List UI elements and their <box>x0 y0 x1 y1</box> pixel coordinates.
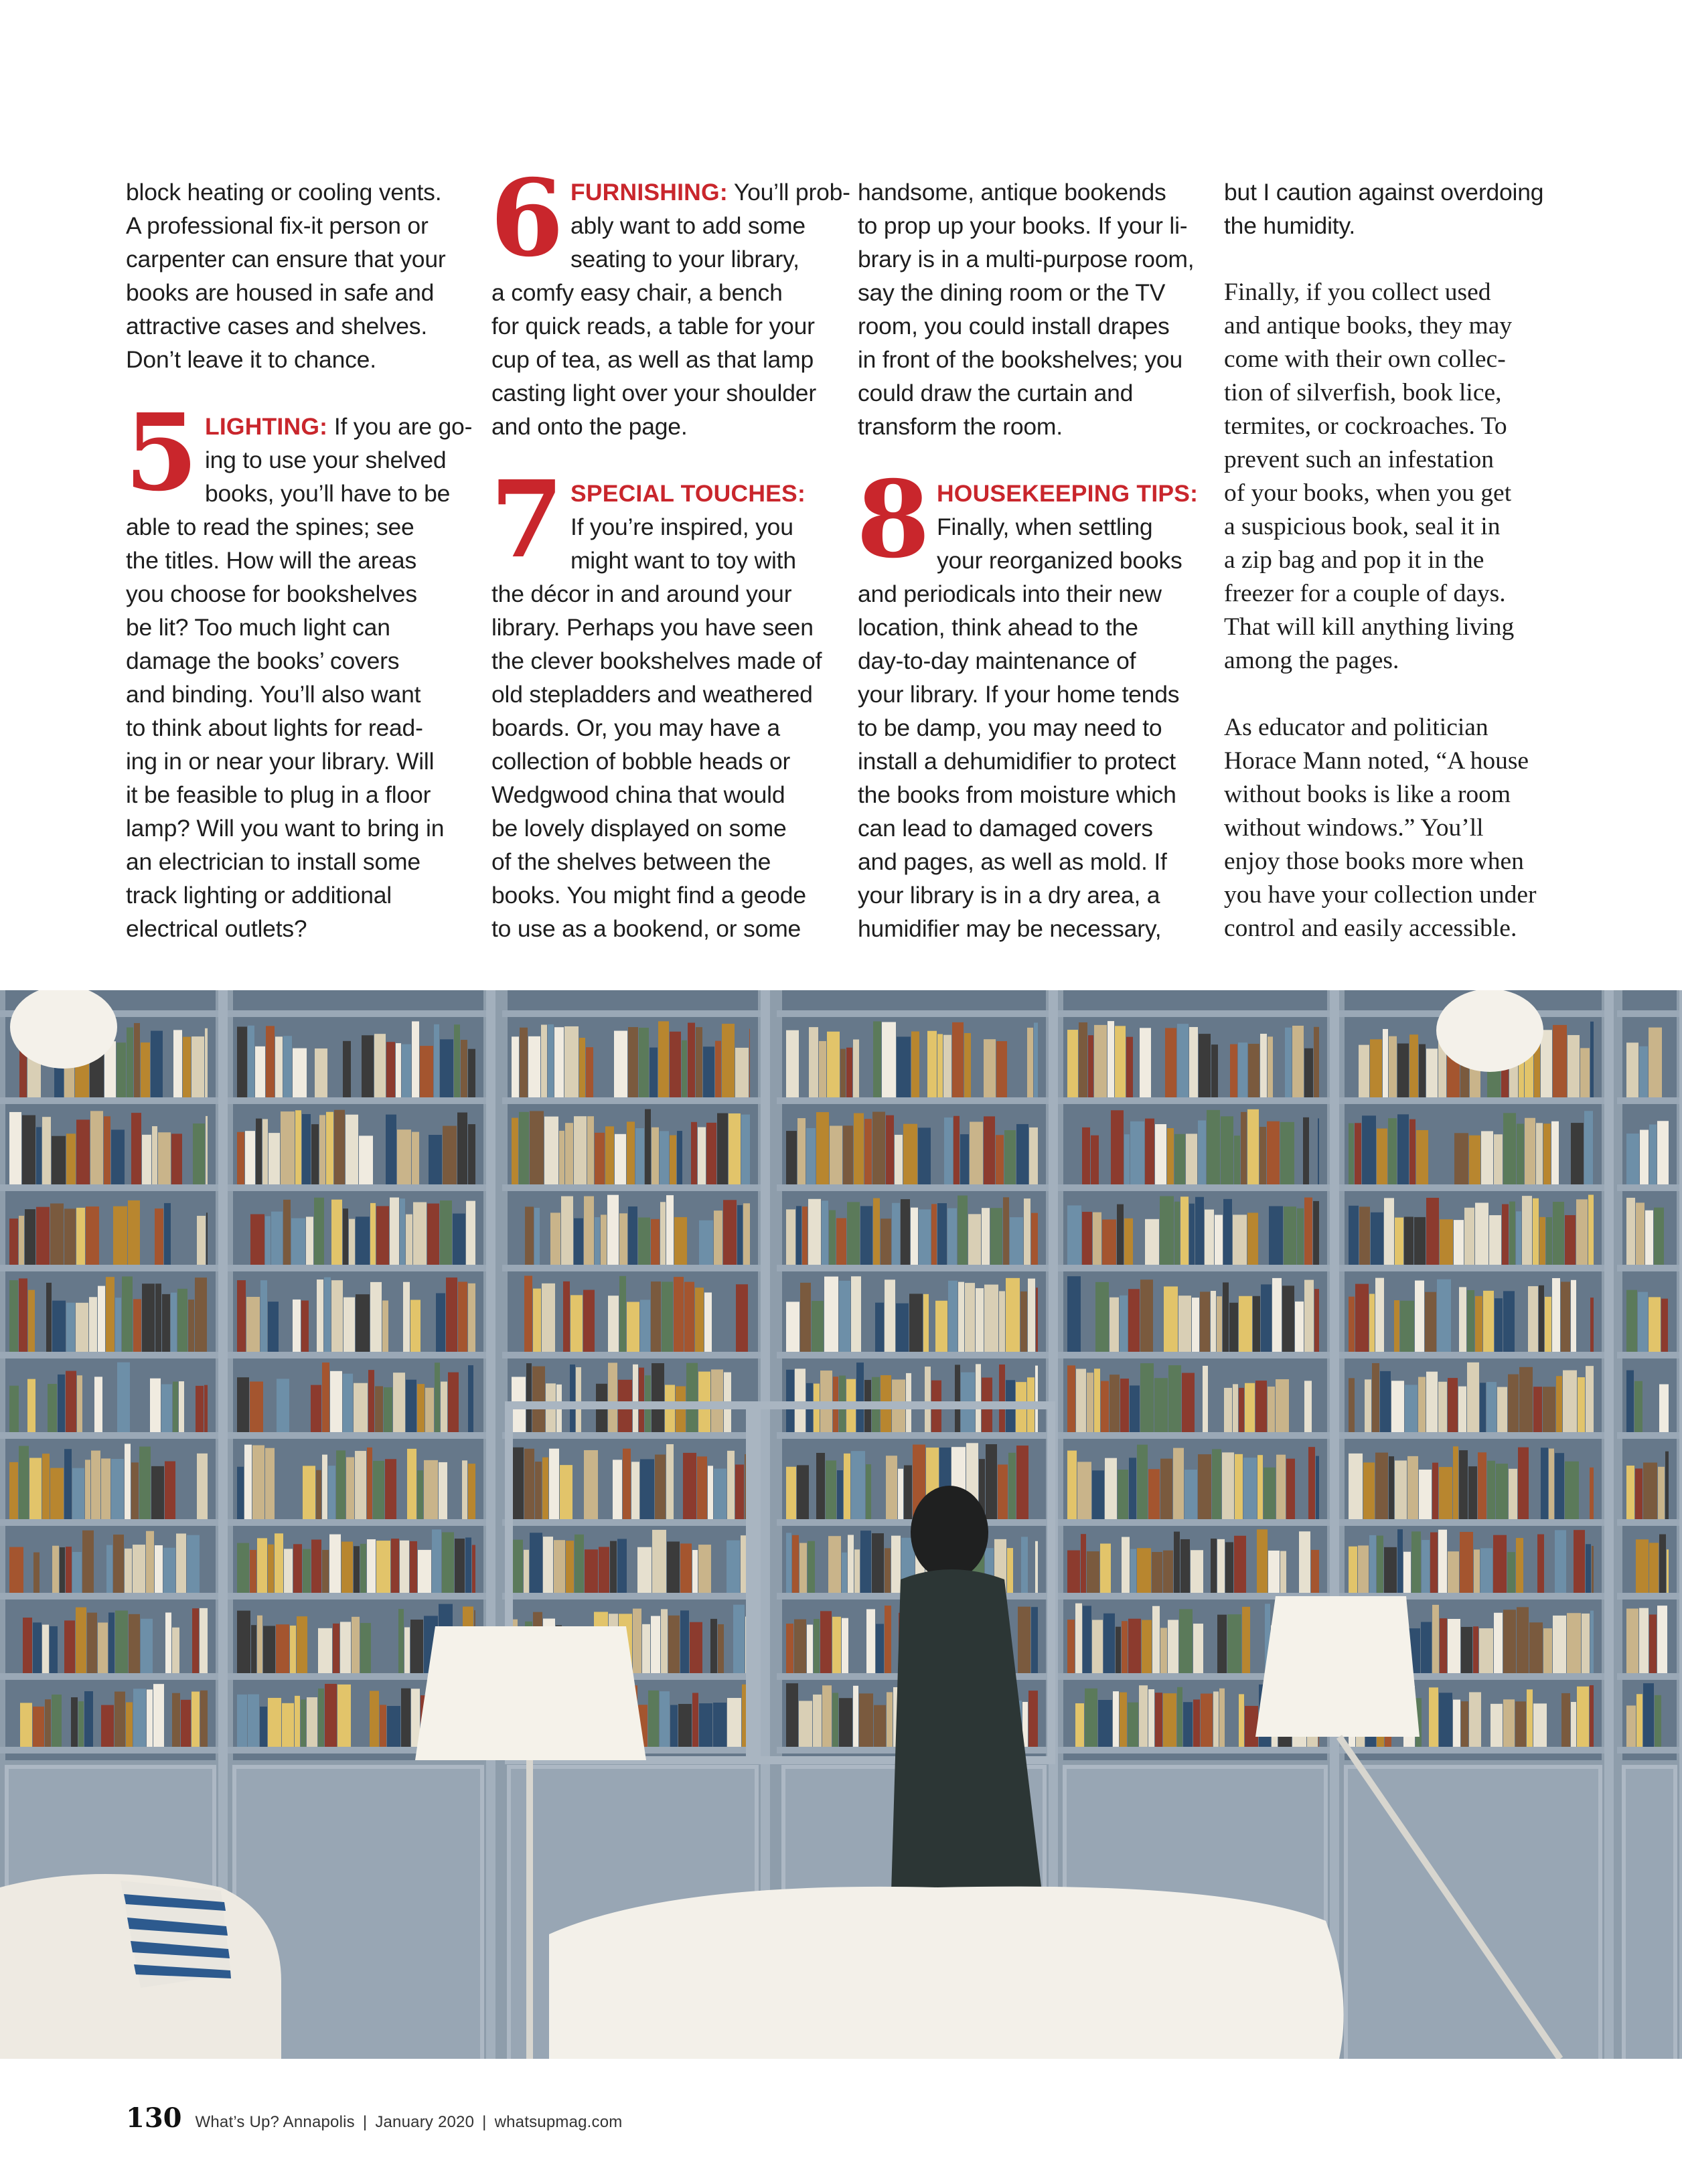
text-line: block heating or cooling vents. <box>126 179 442 206</box>
text-line: books, you’ll have to be <box>204 480 451 507</box>
tip-5-lighting <box>125 391 473 945</box>
text-line: and antique books, they may <box>1224 312 1513 339</box>
closing-paragraph <box>1224 711 1599 945</box>
text-line: able to read the spines; see <box>126 514 414 540</box>
text-line: ing to use your shelved <box>204 447 447 473</box>
text-line: a comfy easy chair, a bench <box>491 279 783 306</box>
issue-date: January 2020 <box>375 2113 475 2131</box>
text-line: books. You might find a geode <box>491 882 806 909</box>
article-column-2 <box>490 157 850 945</box>
text-line: library. Perhaps you have seen <box>491 614 814 641</box>
text-line: room, you could install drapes <box>858 313 1170 339</box>
text-line: casting light over your shoulder <box>491 380 816 406</box>
text-line: install a dehumidifier to protect <box>858 748 1176 775</box>
text-line: your library is in a dry area, a <box>858 882 1160 909</box>
tip-6-furnishing <box>490 157 850 443</box>
publication-name: What’s Up? Annapolis <box>195 2113 355 2131</box>
tip-7-special-touches <box>490 458 828 945</box>
section-heading: SPECIAL TOUCHES: <box>570 480 806 507</box>
ceiling-globe-lamp <box>1436 990 1543 1072</box>
text-line: boards. Or, you may have a <box>491 714 780 741</box>
text-line: might want to toy with <box>570 547 796 574</box>
website[interactable]: whatsupmag.com <box>494 2113 623 2131</box>
footer-credits <box>196 2113 623 2132</box>
page-number: 130 <box>126 2102 182 2134</box>
text-line: to prop up your books. If your li- <box>858 212 1188 239</box>
text-line: Finally, if you collect used <box>1224 279 1491 306</box>
intro-paragraph <box>858 175 1194 443</box>
text-line: of your books, when you get <box>1224 479 1512 507</box>
library-bookshelf-photo <box>0 990 1682 2059</box>
text-line: and periodicals into their new <box>858 580 1162 607</box>
text-line: As educator and politician <box>1224 714 1488 741</box>
white-sofa <box>0 1874 1344 2059</box>
intro-paragraph <box>1224 175 1599 242</box>
text-line: you choose for bookshelves <box>126 580 417 607</box>
text-line: a suspicious book, seal it in <box>1224 513 1501 540</box>
text-line: electrical outlets? <box>126 915 307 942</box>
text-line: say the dining room or the TV <box>858 279 1166 306</box>
text-line: to use as a bookend, or some <box>491 915 801 942</box>
drop-cap-number: 7 <box>490 458 561 582</box>
text-line: be lovely displayed on some <box>491 815 787 842</box>
text-line: track lighting or additional <box>126 882 392 909</box>
text-line: You’ll prob- <box>727 179 850 206</box>
article-column-4 <box>1224 175 1599 945</box>
text-line: enjoy those books more when <box>1224 848 1524 875</box>
text-line: If you are go- <box>327 413 473 440</box>
article-column-1 <box>125 175 473 945</box>
tip-8-housekeeping <box>856 458 1199 945</box>
text-line: location, think ahead to the <box>858 614 1138 641</box>
text-line: brary is in a multi-purpose room, <box>858 246 1195 272</box>
text-line: damage the books’ covers <box>126 647 400 674</box>
text-line: and onto the page. <box>491 413 688 440</box>
section-heading: LIGHTING: <box>204 413 328 440</box>
text-line: books are housed in safe and <box>126 279 435 306</box>
text-line: old stepladders and weathered <box>491 681 813 708</box>
text-line: the décor in and around your <box>491 580 792 607</box>
text-line: to think about lights for read- <box>126 714 423 741</box>
text-line: handsome, antique bookends <box>858 179 1166 206</box>
text-line: the clever bookshelves made of <box>491 647 822 674</box>
text-line: for quick reads, a table for your <box>491 313 815 339</box>
text-line: A professional fix-it person or <box>126 212 429 239</box>
separator: | <box>362 2113 368 2131</box>
section-heading: FURNISHING: <box>570 179 728 206</box>
text-line: Don’t leave it to chance. <box>126 346 376 373</box>
text-line: the books from moisture which <box>858 781 1176 808</box>
text-line: day-to-day maintenance of <box>858 647 1136 674</box>
text-line: That will kill anything living <box>1224 613 1515 641</box>
text-line: the humidity. <box>1224 212 1356 239</box>
text-line: come with their own collec- <box>1224 345 1506 373</box>
text-line: could draw the curtain and <box>858 380 1134 406</box>
text-line: seating to your library, <box>570 246 799 272</box>
pest-paragraph <box>1224 276 1599 678</box>
section-heading: HOUSEKEEPING TIPS: <box>936 480 1199 507</box>
text-line: you have your collection under <box>1224 881 1537 909</box>
text-line: without books is like a room <box>1224 781 1511 808</box>
text-line: termites, or cockroaches. To <box>1224 412 1507 440</box>
text-line: cup of tea, as well as that lamp <box>491 346 814 373</box>
text-line: ably want to add some <box>570 212 806 239</box>
text-line: control and easily accessible. <box>1224 915 1517 942</box>
drop-cap-number: 8 <box>856 458 927 582</box>
text-line: If you’re inspired, you <box>570 514 793 540</box>
text-line: but I caution against overdoing <box>1224 179 1544 206</box>
text-line: collection of bobble heads or <box>491 748 791 775</box>
text-line: tion of silverfish, book lice, <box>1224 379 1502 406</box>
text-line: humidifier may be necessary, <box>858 915 1162 942</box>
text-line: lamp? Will you want to bring in <box>126 815 445 842</box>
text-line: and binding. You’ll also want <box>126 681 421 708</box>
page-footer <box>126 2102 622 2136</box>
text-line: freezer for a couple of days. <box>1224 580 1506 607</box>
text-line: Wedgwood china that would <box>491 781 785 808</box>
text-line: of the shelves between the <box>491 848 771 875</box>
text-line: your reorganized books <box>936 547 1182 574</box>
drop-cap-number: 5 <box>125 391 196 515</box>
text-line: be lit? Too much light can <box>126 614 390 641</box>
striped-throw-blanket <box>121 1881 231 1988</box>
text-line: carpenter can ensure that your <box>126 246 446 272</box>
text-line: and pages, as well as mold. If <box>858 848 1167 875</box>
text-line: can lead to damaged covers <box>858 815 1153 842</box>
text-line: among the pages. <box>1224 647 1399 674</box>
text-line: transform the room. <box>858 413 1063 440</box>
intro-paragraph <box>126 175 462 376</box>
separator: | <box>482 2113 487 2131</box>
drop-cap-number: 6 <box>490 157 561 281</box>
text-line: a zip bag and pop it in the <box>1224 546 1484 574</box>
text-line: Finally, when settling <box>936 514 1153 540</box>
text-line: an electrician to install some <box>126 848 420 875</box>
text-line: your library. If your home tends <box>858 681 1180 708</box>
text-line: prevent such an infestation <box>1224 446 1494 473</box>
article-column-3 <box>856 175 1199 945</box>
text-line: without windows.” You’ll <box>1224 814 1484 842</box>
text-line: in front of the bookshelves; you <box>858 346 1182 373</box>
text-line: Horace Mann noted, “A house <box>1224 747 1529 775</box>
text-line: to be damp, you may need to <box>858 714 1162 741</box>
text-line: the titles. How will the areas <box>126 547 416 574</box>
text-line: it be feasible to plug in a floor <box>126 781 431 808</box>
text-line: attractive cases and shelves. <box>126 313 428 339</box>
text-line: ing in or near your library. Will <box>126 748 435 775</box>
